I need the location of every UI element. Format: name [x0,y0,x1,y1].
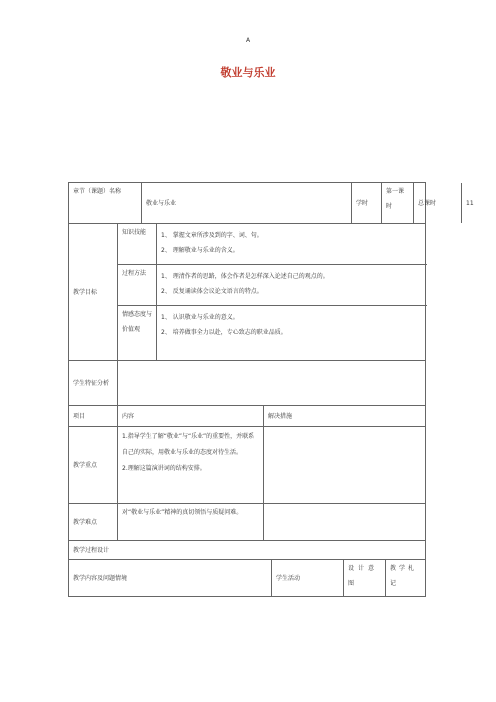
process-col-content: 教学内容及问题情境 [73,574,128,582]
process-title-row [68,540,426,559]
goal-category: 知识技能 [122,229,147,236]
chapter-label: 章节（课题）名称 [73,188,122,195]
student-analysis-label: 学生特征分析 [73,379,110,387]
document-title: 敬业与乐业 [220,66,276,79]
difficulty-content: 对“敬业与乐业”精神的真切领悟与质疑问难。 [117,504,263,540]
process-col-intent: 设计意图 [343,560,385,596]
difficulty-row [68,503,426,540]
key-point: 1.指导学生了解“敬业”与“乐业”的重要性，并联系自己的实际，用敬业与乐业的态度对待生活。 [122,433,255,456]
goal-item: 1、 理清作者的思路，体会作者是怎样深入论述自己的观点的。 [161,273,329,280]
key-point: 2.理解这篇演讲词的结构安排。 [122,465,206,472]
goal-knowledge [118,224,427,264]
lesson-plan-table [68,182,474,597]
process-label: 教学过程设计 [73,546,110,554]
goal-category: 情感态度与价值观 [122,311,153,333]
project-header-row [68,405,426,426]
key-points-label: 教学重点 [73,461,98,469]
goal-attitude [118,306,427,360]
project-label: 项目 [73,412,86,420]
key-points-content [117,427,263,503]
solution-label: 解决措施 [263,406,427,426]
goal-item: 1、 掌握文章所涉及到的字、词、句。 [161,232,263,239]
key-points-solution [263,427,427,503]
goal-item: 2、 反复诵读体会议论文语言的特点。 [161,288,263,295]
chapter-value: 敬业与乐业 [141,183,351,223]
total-hours-label: 总课时 [413,183,461,223]
goals-label: 教学目标 [73,288,98,296]
process-header-row [68,559,426,597]
goal-items [156,224,427,264]
goal-process [118,265,427,305]
goal-item: 2、 培养做事全力以赴，专心致志的职业品质。 [161,329,287,336]
key-points-row [68,426,426,503]
student-analysis-value [117,361,427,405]
hours-label: 学时 [351,183,381,223]
difficulty-solution [263,504,427,540]
difficulty-label: 教学难点 [73,518,98,526]
goal-item: 1、 认识敬业与乐业的意义。 [161,314,239,321]
process-col-notes: 教学札记 [385,560,427,596]
process-col-activity: 学生活动 [271,560,343,596]
goals-body [117,224,427,360]
total-hours-value: 11 [461,183,478,223]
chapter-row [68,182,474,223]
goals-row [68,223,426,360]
goal-items [156,306,427,360]
content-label: 内容 [117,406,263,426]
goal-items [156,265,427,305]
header-mark: A [245,37,251,44]
goal-category: 过程方法 [122,270,147,277]
hours-value: 第一课时 [381,183,413,223]
student-analysis-row [68,360,426,405]
goal-item: 2、 理解敬业与乐业的含义。 [161,247,239,254]
